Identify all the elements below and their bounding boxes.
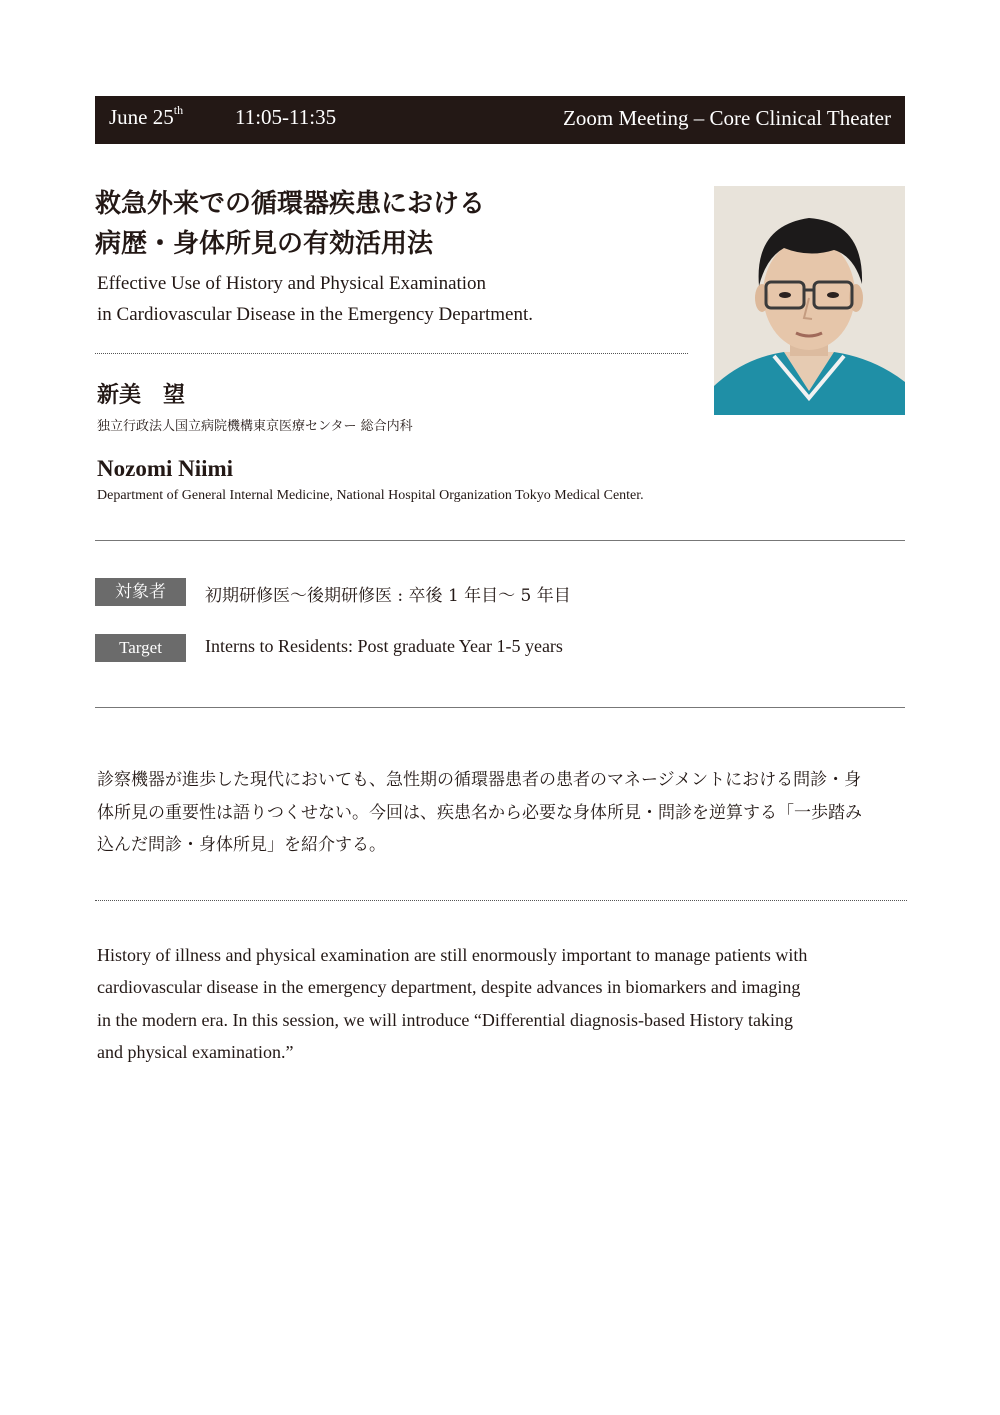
dotted-divider (95, 353, 688, 354)
speaker-name-ja: 新美 望 (97, 382, 186, 408)
section-divider (95, 540, 905, 541)
target-label-en: Target (95, 634, 186, 662)
target-text-ja: 初期研修医～後期研修医 : 卒後 1 年目～ 5 年目 (205, 586, 571, 606)
speaker-affiliation-en: Department of General Internal Medicine, National Hospital Organization Tokyo Medical Center. (97, 488, 644, 503)
title-ja-line: 病歴・身体所見の有効活用法 (95, 229, 434, 259)
abstract-en-line: and physical examination.” (97, 1041, 294, 1062)
date-suffix: th (173, 103, 184, 117)
dotted-divider (95, 900, 907, 901)
abstract-ja-line: 体所見の重要性は語りつくせない。今回は、疾患名から必要な身体所見・問診を逆算する「一歩踏み (97, 802, 862, 823)
title-ja-line: 救急外来での循環器疾患における (95, 189, 486, 219)
abstract-en-line: History of illness and physical examination are still enormously important to manage patients with (97, 945, 808, 965)
session-time: 11:05-11:35 (235, 105, 337, 129)
title-en-line: in Cardiovascular Disease in the Emergency Department. (97, 304, 533, 325)
session-venue: Zoom Meeting – Core Clinical Theater (563, 106, 891, 130)
target-text-en: Interns to Residents: Post graduate Year 1-5 years (205, 636, 563, 656)
section-divider (95, 707, 905, 708)
abstract-ja-line: 込んだ問診・身体所見」を紹介する。 (97, 835, 386, 855)
title-en-line: Effective Use of History and Physical Examination (97, 273, 487, 294)
title-english (97, 268, 697, 330)
target-label-ja: 対象者 (95, 578, 186, 606)
session-date: June 25th (109, 103, 184, 129)
abstract-japanese (97, 764, 909, 862)
abstract-en-line: in the modern era. In this session, we will introduce “Differential diagnosis-based History taking (97, 1009, 794, 1030)
abstract-english (97, 939, 909, 1068)
speaker-name-en: Nozomi Niimi (97, 456, 234, 481)
abstract-ja-line: 診察機器が進歩した現代においても、急性期の循環器患者の患者のマネージメントにおける問診・身 (97, 770, 862, 790)
speaker-affiliation-ja: 独立行政法人国立病院機構東京医療センター 総合内科 (97, 419, 413, 434)
session-header-bar (95, 96, 905, 144)
abstract-en-line: cardiovascular disease in the emergency department, despite advances in biomarkers and imaging (97, 977, 801, 998)
title-japanese (95, 184, 695, 264)
speaker-photo (714, 186, 905, 415)
